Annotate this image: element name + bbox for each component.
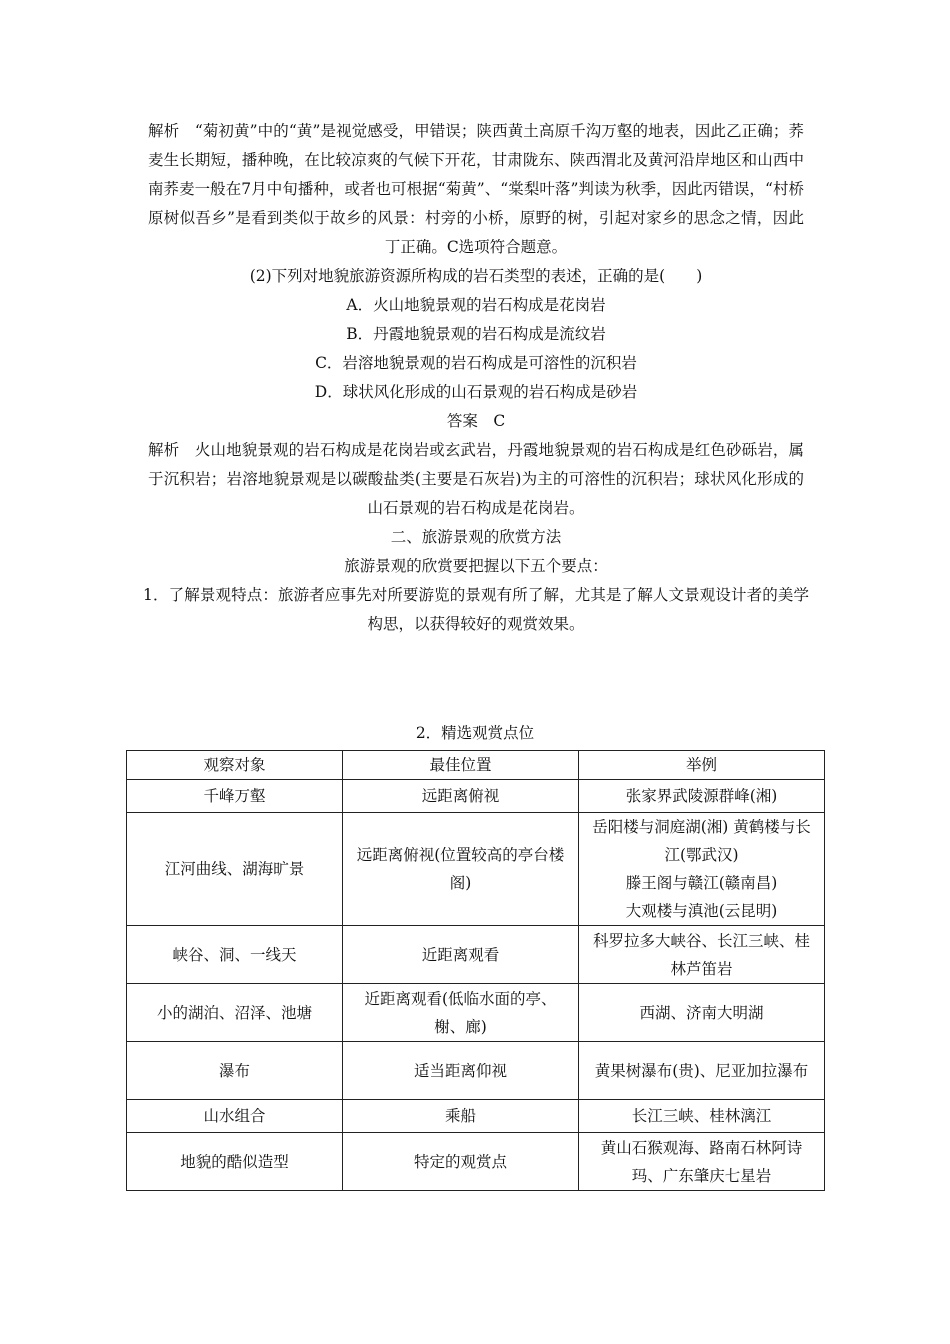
viewing-points-table — [126, 750, 825, 1191]
section-intro: 旅游景观的欣赏要把握以下五个要点： — [344, 557, 608, 575]
table-row — [127, 984, 825, 1042]
object-cell: 千峰万壑 — [127, 780, 343, 813]
example-line: 黄山石猴观海、路南石林阿诗玛、广东肇庆七星岩 — [600, 1138, 803, 1185]
table-row — [127, 813, 825, 926]
position-cell: 近距离观看(低临水面的亭、榭、廊) — [343, 984, 579, 1042]
position-cell: 适当距离仰视 — [343, 1042, 579, 1100]
example-line: 张家界武陵源群峰(湘) — [625, 787, 778, 805]
analysis-text: 火山地貌景观的岩石构成是花岗岩或玄武岩，丹霞地貌景观的岩石构成是红色砂砾岩，属于沉积岩；岩溶地貌景观是以碳酸盐类(主要是石灰岩)为主的可溶性的沉积岩；球状风化形成的山石景观的岩石构成是花岗岩。 — [148, 441, 804, 517]
position-cell: 特定的观赏点 — [343, 1133, 579, 1191]
example-cell — [579, 1042, 825, 1100]
answer-line: 答案 C — [446, 412, 506, 430]
object-cell: 山水组合 — [127, 1100, 343, 1133]
object-cell: 小的湖泊、沼泽、池塘 — [127, 984, 343, 1042]
header-cell: 观察对象 — [127, 751, 343, 780]
example-cell — [579, 1100, 825, 1133]
table-header-row — [127, 751, 825, 780]
position-cell: 远距离俯视(位置较高的亭台楼阁) — [343, 813, 579, 926]
example-line: 大观楼与滇池(云昆明) — [625, 902, 778, 920]
object-cell: 峡谷、洞、一线天 — [127, 926, 343, 984]
option-d: D．球状风化形成的山石景观的岩石构成是砂岩 — [314, 383, 638, 401]
position-cell: 远距离俯视 — [343, 780, 579, 813]
example-line: 科罗拉多大峡谷、长江三峡、桂林芦笛岩 — [592, 931, 810, 978]
example-cell — [579, 813, 825, 926]
analysis-label: 解析 — [148, 122, 180, 140]
section-heading: 二、旅游景观的欣赏方法 — [390, 528, 562, 546]
example-line: 滕王阁与赣江(赣南昌) — [625, 874, 778, 892]
table-row — [127, 1133, 825, 1191]
position-cell: 近距离观看 — [343, 926, 579, 984]
example-line: 黄果树瀑布(贵)、尼亚加拉瀑布 — [594, 1061, 809, 1080]
option-a: A．火山地貌景观的岩石构成是花岗岩 — [346, 296, 606, 314]
example-cell — [579, 984, 825, 1042]
table-row — [127, 1042, 825, 1100]
header-cell: 最佳位置 — [343, 751, 579, 780]
object-cell: 江河曲线、湖海旷景 — [127, 813, 343, 926]
table-title: 2．精选观赏点位 — [415, 724, 535, 742]
table-row — [127, 926, 825, 984]
analysis-label: 解析 — [148, 441, 180, 459]
option-b: B．丹霞地貌景观的岩石构成是流纹岩 — [346, 325, 606, 343]
upper-text — [143, 117, 809, 639]
table-row — [127, 780, 825, 813]
object-cell: 地貌的酷似造型 — [127, 1133, 343, 1191]
analysis-paragraph-2 — [148, 436, 804, 523]
header-cell: 举例 — [579, 751, 825, 780]
object-cell: 瀑布 — [127, 1042, 343, 1100]
example-cell — [579, 926, 825, 984]
example-cell — [579, 1133, 825, 1191]
table-row — [127, 1100, 825, 1133]
analysis-paragraph-1 — [148, 117, 804, 262]
example-cell — [579, 780, 825, 813]
point-1: 1．了解景观特点：旅游者应事先对所要游览的景观有所了解，尤其是了解人文景观设计者的美学构思，以获得较好的观赏效果。 — [143, 586, 809, 633]
example-line: 西湖、济南大明湖 — [639, 1003, 764, 1022]
example-line: 长江三峡、桂林漓江 — [631, 1107, 772, 1125]
question-stem: (2)下列对地貌旅游资源所构成的岩石类型的表述，正确的是( ) — [249, 267, 703, 285]
position-cell: 乘船 — [343, 1100, 579, 1133]
analysis-text: “菊初黄”中的“黄”是视觉感受，甲错误；陕西黄土高原千沟万壑的地表，因此乙正确；荞麦生长期短，播种晚，在比较凉爽的气候下开花，甘肃陇东、陕西渭北及黄河沿岸地区和山西中南荞麦一般在7月中旬播种，或者也可根据“菊黄”、“棠梨叶落”判读为秋季，因此丙错误，“村桥原树似吾乡”是看到类似于故乡的风景：村旁的小桥，原野的树，引起对家乡的思念之情，因此丁正确。C选项符合题意。 — [148, 122, 804, 256]
option-c: C．岩溶地貌景观的岩石构成是可溶性的沉积岩 — [315, 354, 637, 372]
example-line: 岳阳楼与洞庭湖(湘) 黄鹤楼与长江(鄂武汉) — [592, 818, 811, 864]
